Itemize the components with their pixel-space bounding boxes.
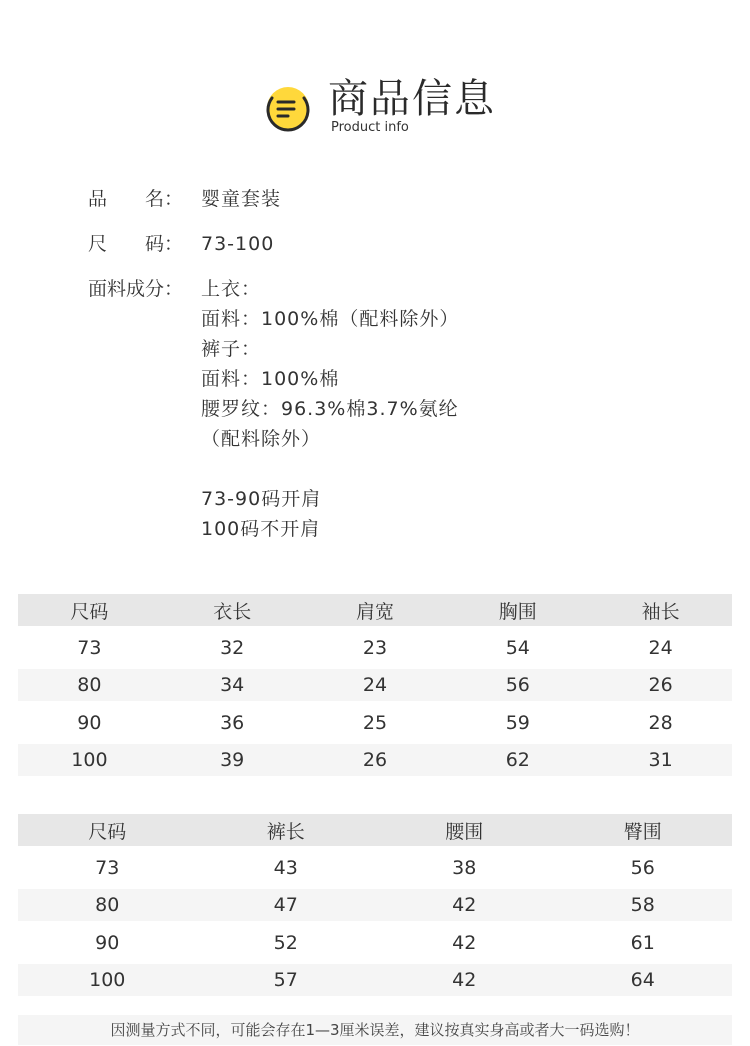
table-cell: 54 (505, 636, 530, 659)
table-cell: 100 (18, 964, 197, 996)
table-cell: 73 (77, 636, 102, 659)
table-row (18, 846, 732, 889)
table-cell: 39 (161, 744, 304, 776)
table-cell: 26 (589, 669, 732, 701)
section-title: 商品信息 (328, 76, 496, 122)
table-row (18, 889, 732, 921)
table-cell: 56 (630, 856, 655, 879)
table-cell: 42 (375, 964, 554, 996)
table-cell: 64 (554, 964, 733, 996)
table-header: 臀围 (554, 814, 733, 846)
table-row (18, 744, 732, 776)
size-table-top (18, 594, 732, 776)
table-cell: 31 (589, 744, 732, 776)
table-cell: 23 (362, 636, 388, 659)
document-list-icon (264, 84, 312, 132)
name-value: 婴童套装 (201, 188, 282, 210)
table-cell: 80 (18, 669, 161, 701)
size-label: 尺 码： (88, 233, 184, 255)
table-row (18, 701, 732, 744)
table-cell: 25 (362, 711, 388, 734)
table-cell: 36 (220, 711, 245, 734)
table-header: 肩宽 (304, 594, 447, 626)
section-header (0, 70, 750, 140)
table-row (18, 626, 732, 669)
table-cell: 24 (304, 669, 447, 701)
table-cell: 59 (505, 711, 530, 734)
table-cell: 73 (95, 856, 120, 879)
table-header: 尺码 (18, 814, 197, 846)
table-header: 袖长 (589, 594, 732, 626)
table-cell: 56 (446, 669, 589, 701)
measurement-note: 因测量方式不同，可能会存在1—3厘米误差，建议按真实身高或者大一码选购！ (18, 1015, 732, 1045)
table-cell: 58 (554, 889, 733, 921)
table-cell: 80 (18, 889, 197, 921)
table-cell: 26 (304, 744, 447, 776)
size-table-bottom (18, 814, 732, 996)
table-header-row (18, 594, 732, 626)
table-row (18, 964, 732, 996)
table-header: 腰围 (375, 814, 554, 846)
name-label: 品 名： (88, 188, 184, 210)
table-row (18, 921, 732, 964)
table-header: 裤长 (197, 814, 376, 846)
table-cell: 42 (452, 931, 477, 954)
table-cell: 47 (197, 889, 376, 921)
table-cell: 90 (77, 711, 102, 734)
fabric-label: 面料成分： (88, 278, 184, 300)
table-cell: 61 (630, 931, 655, 954)
table-row (18, 669, 732, 701)
table-header: 尺码 (18, 594, 161, 626)
size-value: 73-100 (201, 233, 275, 255)
table-cell: 43 (273, 856, 298, 879)
table-cell: 24 (648, 636, 673, 659)
table-cell: 34 (161, 669, 304, 701)
table-cell: 100 (18, 744, 161, 776)
table-cell: 32 (220, 636, 245, 659)
table-cell: 57 (197, 964, 376, 996)
table-header-row (18, 814, 732, 846)
table-cell: 42 (375, 889, 554, 921)
table-header: 胸围 (446, 594, 589, 626)
table-cell: 90 (95, 931, 120, 954)
table-cell: 38 (452, 856, 477, 879)
table-cell: 52 (273, 931, 298, 954)
table-header: 衣长 (161, 594, 304, 626)
section-subtitle: Product info (331, 120, 409, 135)
table-cell: 62 (446, 744, 589, 776)
table-cell: 28 (648, 711, 673, 734)
